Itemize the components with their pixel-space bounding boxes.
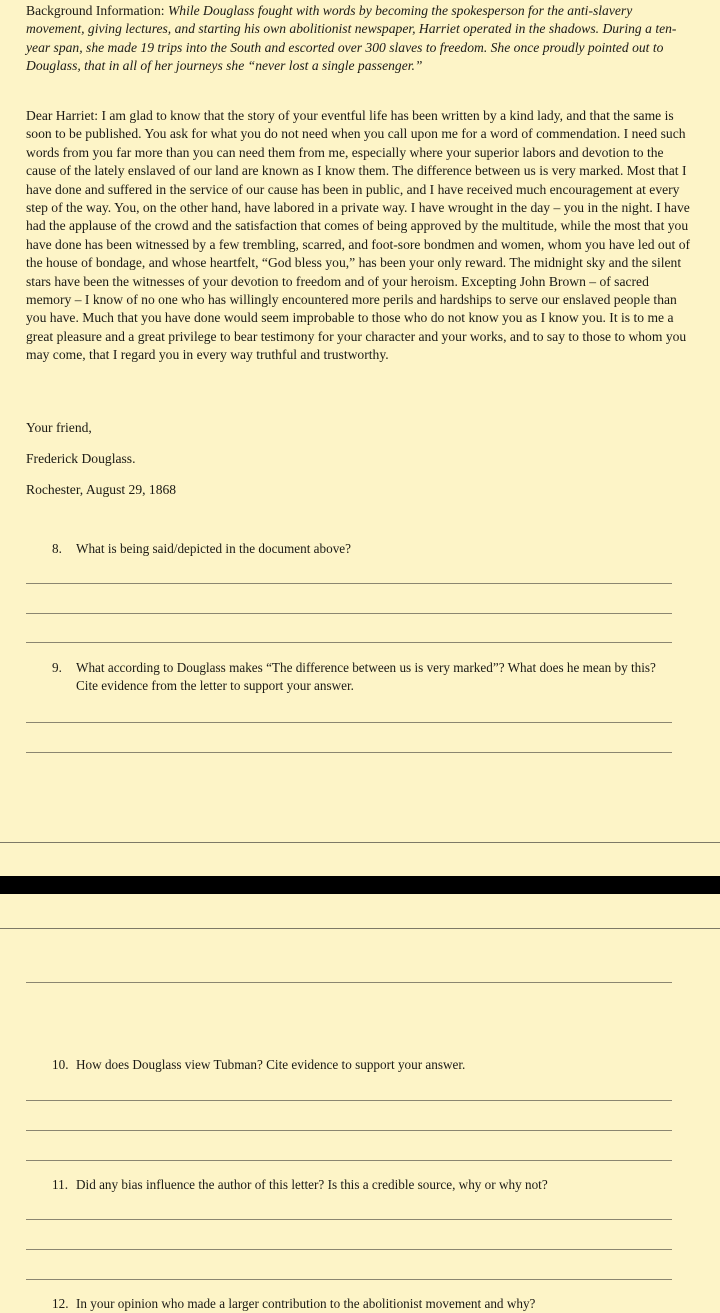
question-11 (52, 1176, 672, 1194)
question-text: Did any bias influence the author of this letter? Is this a credible source, why or why not? (76, 1177, 548, 1192)
answer-line[interactable] (26, 982, 672, 983)
question-9 (52, 659, 672, 695)
answer-line[interactable] (26, 1100, 672, 1101)
letter-body: Dear Harriet: I am glad to know that the story of your eventful life has been written by a kind lady, and that the same is soon to be published. You ask for what you do not need when you call upon me for a word of commendation. I need such words from you far more than you can need them from me, especially where your superior labors and devotion to the cause of the lately enslaved of our land are known as I know them. The difference between us is very marked. Most that I have done and suffered in the service of our cause has been in public, and I have received much encouragement at every step of the way. You, on the other hand, have labored in a private way. I have wrought in the day – you in the night. I have had the applause of the crowd and the satisfaction that comes of being approved by the multitude, while the most that you have done has been witnessed by a few trembling, scarred, and foot-sore bondmen and women, whom you have led out of the house of bondage, and whose heartfelt, “God bless you,” has been your only reward. The midnight sky and the silent stars have been the witnesses of your devotion to freedom and of your heroism. Excepting John Brown – of sacred memory – I know of no one who has willingly encountered more perils and hardships to serve our enslaved people than you have. Much that you have done would seem improbable to those who do not know you as I know you. It is to me a great pleasure and a great privilege to bear testimony for your character and your works, and to say to those to whom you may come, that I regard you in every way truthful and trustworthy. (26, 108, 691, 363)
question-text: What according to Douglass makes “The difference between us is very marked”? What does he mean by this? Cite evidence from the letter to support your answer. (76, 660, 656, 693)
question-text: How does Douglass view Tubman? Cite evidence to support your answer. (76, 1057, 466, 1072)
divider (0, 928, 720, 929)
background-information (26, 2, 691, 76)
letter-closing: Your friend, (26, 420, 92, 435)
answer-line[interactable] (26, 613, 672, 614)
background-text: While Douglass fought with words by becoming the spokesperson for the anti-slavery movement, giving lectures, and starting his own abolitionist newspaper, Harriet operated in the shadows. During a ten-year span, she made 19 trips into the South and escorted over 300 slaves to freedom. She once proudly pointed out to Douglass, that in all of her journeys she “never lost a single passenger.” (26, 3, 677, 74)
background-lead: Background Information: (26, 3, 168, 18)
answer-line[interactable] (26, 642, 672, 643)
question-number: 11. (52, 1177, 68, 1192)
question-number: 9. (52, 660, 62, 675)
page-break-bar (0, 876, 720, 894)
answer-line[interactable] (26, 1160, 672, 1161)
question-text: In your opinion who made a larger contribution to the abolitionist movement and why? (76, 1296, 536, 1311)
question-number: 8. (52, 541, 62, 556)
divider (0, 842, 720, 843)
letter-signature: Frederick Douglass. (26, 451, 136, 466)
answer-line[interactable] (26, 722, 672, 723)
question-number: 12. (52, 1296, 69, 1311)
question-number: 10. (52, 1057, 69, 1072)
answer-line[interactable] (26, 1219, 672, 1220)
answer-line[interactable] (26, 752, 672, 753)
question-12 (52, 1295, 672, 1313)
answer-line[interactable] (26, 1249, 672, 1250)
question-10 (52, 1056, 672, 1074)
question-text: What is being said/depicted in the document above? (76, 541, 352, 556)
answer-line[interactable] (26, 1130, 672, 1131)
answer-line[interactable] (26, 583, 672, 584)
question-8 (52, 540, 672, 558)
answer-line[interactable] (26, 1279, 672, 1280)
letter-dateline: Rochester, August 29, 1868 (26, 482, 177, 497)
